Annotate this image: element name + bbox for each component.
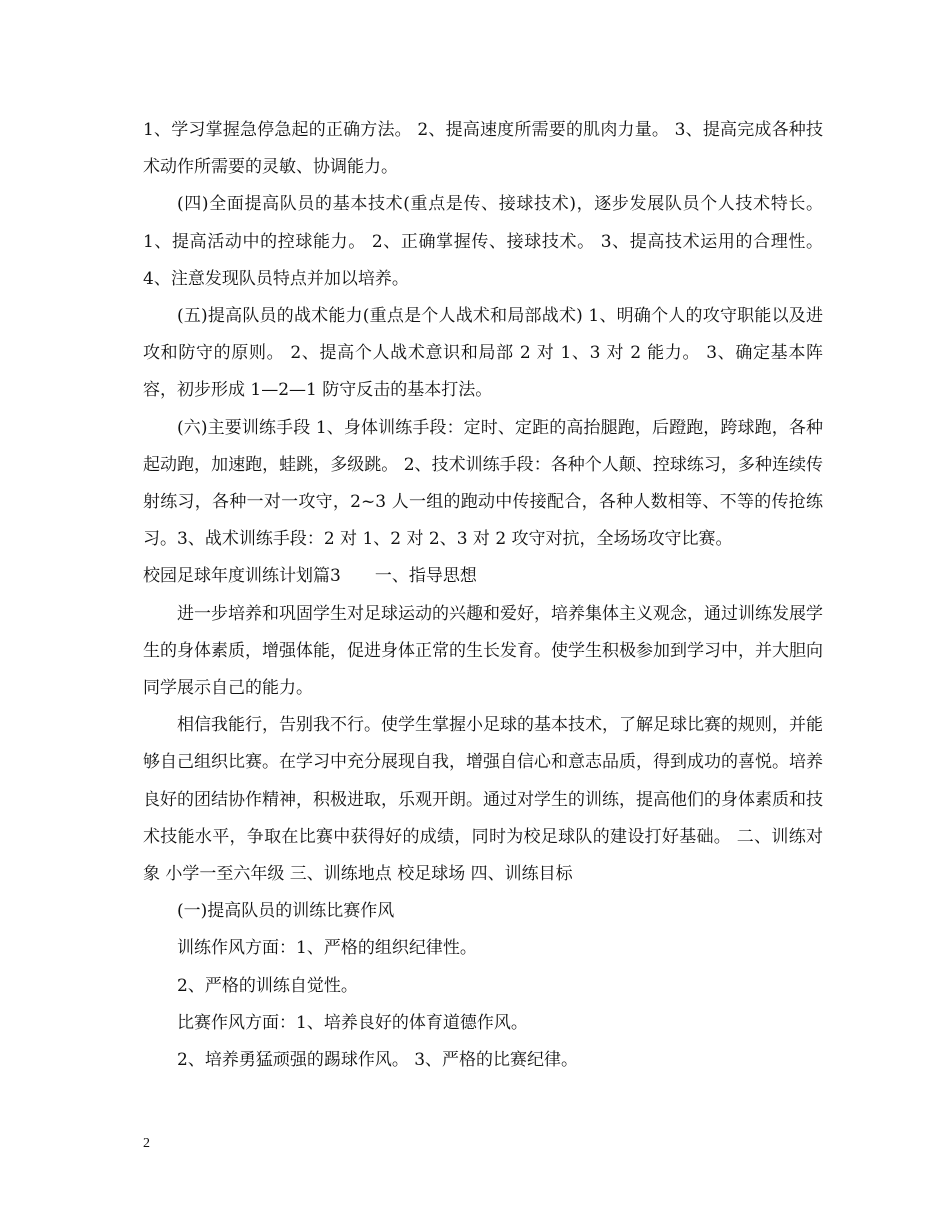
page-number: 2 xyxy=(143,1136,150,1151)
paragraph-2: (四)全面提高队员的基本技术(重点是传、接球技术)，逐步发展队员个人技术特长。 1、提高活动中的控球能力。 2、正确掌握传、接球技术。 3、提高技术运用的合理性。 4、注意发现队员特点并加以培养。 xyxy=(143,194,823,289)
paragraph-10: 2、严格的训练自觉性。 xyxy=(177,975,358,996)
section-heading: 校园足球年度训练计划篇3 一、指导思想 xyxy=(143,566,477,587)
document-body xyxy=(143,112,823,1079)
paragraph-3: (五)提高队员的战术能力(重点是个人战术和局部战术) 1、明确个人的攻守职能以及进攻和防守的原则。 2、提高个人战术意识和局部 2 对 1、3 对 2 能力。 3、确定基本阵容，初步形成 1—2—1 防守反击的基本打法。 xyxy=(143,306,823,401)
paragraph-8: (一)提高队员的训练比赛作风 xyxy=(177,901,395,922)
paragraph-9: 训练作风方面：1、严格的组织纪律性。 xyxy=(177,938,477,959)
paragraph-12: 2、培养勇猛顽强的踢球作风。 3、严格的比赛纪律。 xyxy=(177,1050,579,1071)
paragraph-11: 比赛作风方面：1、培养良好的体育道德作风。 xyxy=(177,1012,528,1033)
paragraph-1: 1、学习掌握急停急起的正确方法。 2、提高速度所需要的肌肉力量。 3、提高完成各种技术动作所需要的灵敏、协调能力。 xyxy=(143,120,823,178)
paragraph-4: (六)主要训练手段 1、身体训练手段：定时、定距的高抬腿跑，后蹬跑，跨球跑，各种起动跑，加速跑，蛙跳，多级跳。 2、技术训练手段：各种个人颠、控球练习，多种连续传射练习，各种一对一攻守，2~3 人一组的跑动中传接配合，各种人数相等、不等的传抢练习。3、战术训练手段：2 对 1、2 对 2、3 对 2 攻守对抗，全场场攻守比赛。 xyxy=(143,417,823,550)
paragraph-6: 进一步培养和巩固学生对足球运动的兴趣和爱好，培养集体主义观念，通过训练发展学生的身体素质，增强体能，促进身体正常的生长发育。使学生积极参加到学习中，并大胆向同学展示自己的能力。 xyxy=(143,603,823,699)
paragraph-7: 相信我能行，告别我不行。使学生掌握小足球的基本技术，了解足球比赛的规则，并能够自己组织比赛。在学习中充分展现自我，增强自信心和意志品质，得到成功的喜悦。培养良好的团结协作精神，积极进取，乐观开朗。通过对学生的训练，提高他们的身体素质和技术技能水平，争取在比赛中获得好的成绩，同时为校足球队的建设打好基础。 二、训练对象 小学一至六年级 三、训练地点 校足球场 四、训练目标 xyxy=(143,715,823,885)
